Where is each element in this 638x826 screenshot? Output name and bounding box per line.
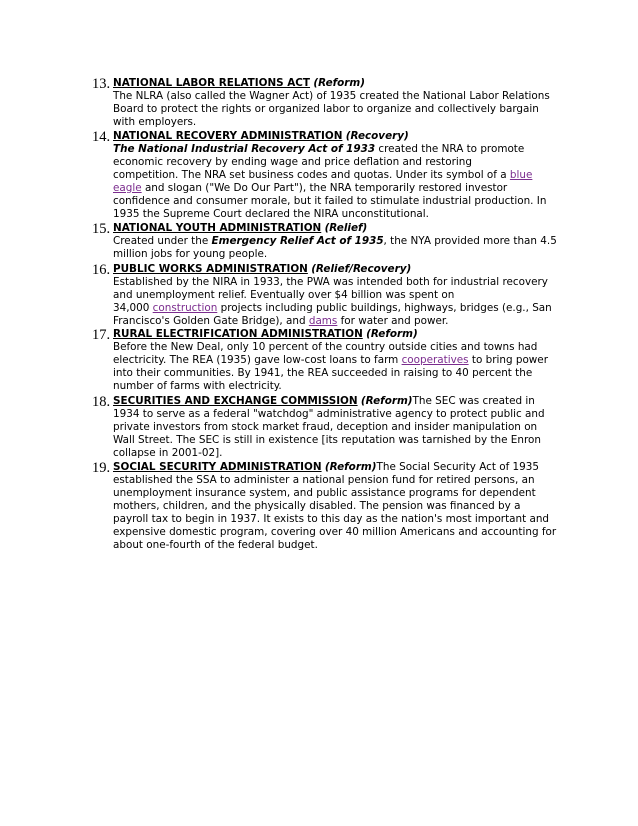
description-text: Created under the <box>113 235 212 247</box>
entry-title: SECURITIES AND EXCHANGE COMMISSION <box>113 395 358 407</box>
entry-18 <box>92 395 562 460</box>
entry-number: 15. <box>92 221 111 237</box>
entry-heading <box>113 328 562 341</box>
entry-heading <box>113 222 562 235</box>
description-text: Established by the NIRA in 1933, the PWA was intended both for industrial recovery and unemployment relief. Eventually over $4 billion was spent on 34,000 <box>113 276 548 314</box>
entry-title: NATIONAL YOUTH ADMINISTRATION <box>113 222 322 234</box>
entry-title: PUBLIC WORKS ADMINISTRATION <box>113 263 308 275</box>
entry-description: 1934 to serve as a federal "watchdog" administrative agency to protect public and private investors from stock market fraud, deception and insider manipulation on Wall Street. The SEC is still in existence [its reputation was tarnished by the Enron collapse in 2001-02]. <box>113 408 545 459</box>
entry-title: NATIONAL RECOVERY ADMINISTRATION <box>113 130 343 142</box>
entry-heading <box>113 263 562 276</box>
entry-title: SOCIAL SECURITY ADMINISTRATION <box>113 461 322 473</box>
description-text: to bring power into their communities. By 1941, the REA succeeded in raising to 40 percent the number of farms with electricity. <box>113 354 548 392</box>
entry-number: 13. <box>92 76 111 92</box>
entry-title: RURAL ELECTRIFICATION ADMINISTRATION <box>113 328 363 340</box>
description-text: created the NRA to promote economic recovery by ending wage and price deflation and restoring competition. The NRA set business codes and quotas. Under its symbol of a <box>113 143 525 181</box>
entry-description <box>113 276 562 328</box>
blue-link[interactable]: blue <box>509 169 533 181</box>
entry-tag: (Relief) <box>324 222 368 234</box>
entry-tag: (Recovery) <box>345 130 409 142</box>
entry-heading <box>113 395 562 408</box>
entry-14 <box>92 130 562 221</box>
entry-15 <box>92 222 562 261</box>
description-text: and slogan ("We Do Our Part"), the NRA temporarily restored investor confidence and consumer morale, but it failed to stimulate industrial production. In 1935 the Supreme Court declared the NIRA unconstitutional. <box>113 182 547 220</box>
entry-title: NATIONAL LABOR RELATIONS ACT <box>113 77 311 89</box>
heading-continuation: The Social Security Act of 1935 <box>376 461 540 473</box>
entry-tag: (Reform) <box>366 328 418 340</box>
entry-13 <box>92 77 562 129</box>
description-text: , the NYA provided more than 4.5 million jobs for young people. <box>113 235 557 260</box>
entry-number: 18. <box>92 394 111 410</box>
entry-number: 16. <box>92 262 111 278</box>
construction-link[interactable]: construction <box>152 302 218 314</box>
entry-17 <box>92 328 562 393</box>
entry-tag: (Reform) <box>313 77 365 89</box>
entry-description <box>113 341 562 393</box>
entry-heading <box>113 77 562 90</box>
entry-number: 19. <box>92 460 111 476</box>
heading-continuation: The SEC was created in <box>412 395 535 407</box>
entry-19 <box>92 461 562 552</box>
eagle-link[interactable]: eagle <box>113 182 142 194</box>
act-name: The National Industrial Recovery Act of 1933 <box>113 143 376 155</box>
entry-description: established the SSA to administer a national pension fund for retired persons, an unemployment insurance system, and public assistance programs for dependent mothers, children, and the physically disabled. The pension was financed by a payroll tax to begin in 1937. It exists to this day as the nation's most important and expensive domestic program, covering over 40 million Americans and accounting for about one-fourth of the federal budget. <box>113 474 557 551</box>
entry-description <box>113 143 562 221</box>
description-text: for water and power. <box>337 315 449 327</box>
entry-16 <box>92 263 562 328</box>
entry-tag: (Reform) <box>360 395 413 407</box>
entry-heading <box>113 130 562 143</box>
act-name: Emergency Relief Act of 1935 <box>211 235 384 247</box>
entry-tag: (Relief/Recovery) <box>311 263 412 275</box>
entry-description: The NLRA (also called the Wagner Act) of 1935 created the National Labor Relations Board to protect the rights or organized labor to organize and collectively bargain with employers. <box>113 90 550 128</box>
description-text: Before the New Deal, only 10 percent of the country outside cities and towns had electricity. The REA (1935) gave low-cost loans to farm <box>113 341 538 366</box>
entry-number: 14. <box>92 129 111 145</box>
entry-description <box>113 235 562 261</box>
entry-tag: (Reform) <box>324 461 377 473</box>
cooperatives-link[interactable]: cooperatives <box>401 354 469 366</box>
dams-link[interactable]: dams <box>308 315 338 327</box>
entry-number: 17. <box>92 327 111 343</box>
description-text: projects including public buildings, highways, bridges (e.g., San Francisco's Golden Gate Bridge), and <box>113 302 552 327</box>
entry-heading <box>113 461 562 474</box>
